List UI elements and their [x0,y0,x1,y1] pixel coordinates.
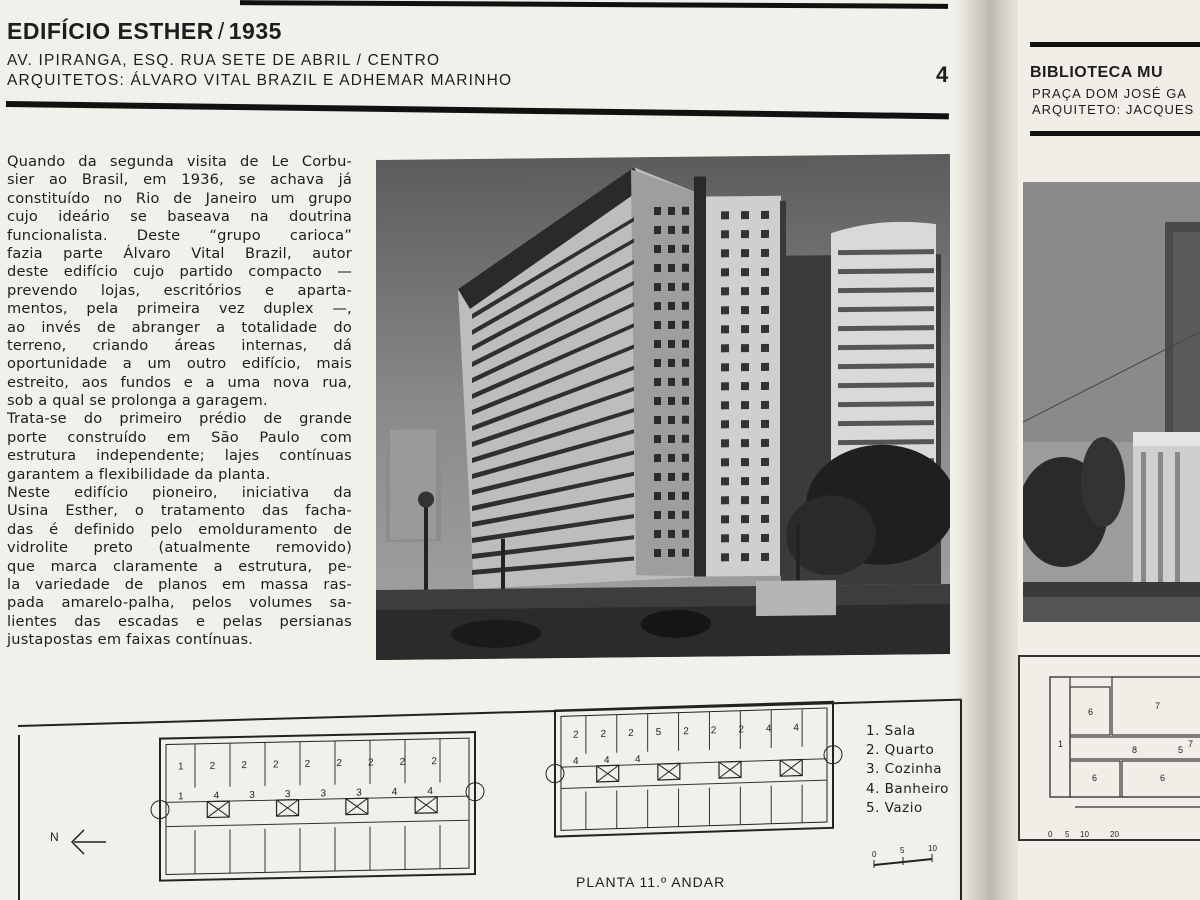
plan-room-number: 2 [573,729,579,741]
plan-room-number: 5 [655,726,662,739]
building-name: EDIFÍCIO ESTHER [7,18,214,44]
body-text-line: Trata-se do primeiro prédio de grande [7,410,352,428]
body-text-line: que marca claramente a estrutura, pe- [7,557,352,575]
plan-room-number: 4 [793,722,800,734]
library-scale-label: 10 [1080,830,1089,839]
plan-room-number: 2 [209,760,216,772]
body-text-line: garantem a flexibilidade da planta. [7,465,271,483]
body-text-line: Quando da segunda visita de Le Corbu- [7,153,352,170]
library-plan-drawing [1020,657,1200,839]
body-text-line: la variedade de planos em massa ras- [7,575,352,593]
scale-bar [874,854,932,868]
floor-plan-typical [151,732,484,881]
plan-room-number: 4 [427,785,433,798]
scale-label: 5 [900,846,905,855]
body-text-line: das é definido pelo emolduramento de [7,520,352,538]
address-line: AV. IPIRANGA, ESQ. RUA SETE DE ABRIL / CENTRO [7,52,441,69]
body-text-line: ao invés de abranger a totalidade do [7,318,352,336]
north-arrow-icon [72,830,106,854]
library-photo [1023,182,1200,622]
body-text-line: porte construído em São Paulo com [7,428,352,446]
floor-plan-11th-floor [546,702,842,837]
right-header-rule [1030,131,1200,136]
body-text-line: vidrolite preto (atualmente removido) [7,539,352,557]
right-location-line: PRAÇA DOM JOSÉ GA [1032,86,1187,101]
plan-room-number: 4 [573,755,579,768]
library-plan-number: 6 [1088,707,1094,717]
plan-room-number: 4 [635,754,641,766]
right-top-rule [1030,42,1200,47]
right-architect-line: ARQUITETO: JACQUES [1032,102,1195,117]
north-label: N [50,830,59,844]
body-text-line: justapostas em faixas contínuas. [7,631,254,649]
body-text-line: estrutura independente; lajes contínuas [7,447,352,465]
title-separator: / [217,18,225,44]
plan-room-number: 2 [367,757,374,769]
plan-room-number: 2 [304,758,311,770]
plan-room-number: 2 [628,727,634,739]
plan-caption: PLANTA 11.º ANDAR [576,874,726,890]
library-plan-number: 7 [1188,739,1194,749]
body-text-line: cujo ideário se baseava na doutrina [7,208,352,226]
legend-item: 3. Cozinha [866,761,943,778]
body-text-line: funcionalista. Deste “grupo carioca” [7,226,352,244]
body-text-line: lientes das escadas e pelas persianas [7,612,352,630]
body-text-line: estreito, aos fundos e a uma nova rua, [7,373,352,391]
body-text-line: sob a qual se prolonga a garagem. [7,392,268,410]
body-text-line: mentos, pela primeira vez duplex —, [7,300,352,318]
body-text-line: pada amarelo-palha, pelos volumes sa- [7,594,352,612]
plan-room-number: 2 [399,756,406,768]
library-photo-illustration [1023,182,1200,622]
plan-room-number: 2 [431,756,437,768]
body-text-line: Usina Esther, o tratamento das facha- [7,502,352,520]
body-text-line: sier ao Brasil, em 1936, se achava já [7,171,352,189]
plan-room-number: 1 [177,791,184,803]
library-scale-label: 5 [1065,830,1070,839]
plan-room-number: 3 [356,787,362,799]
library-plan-number: 5 [1178,745,1184,755]
plan-legend [866,722,949,818]
plan-room-number: 4 [213,790,220,802]
legend-item: 2. Quarto [866,742,935,759]
plan-room-number: 3 [284,788,291,801]
library-plan-number: 1 [1058,739,1064,749]
library-plan-number: 6 [1092,773,1098,783]
plan-room-number: 3 [320,788,327,800]
plan-room-number: 4 [391,786,398,798]
plan-room-number: 2 [600,728,607,740]
plan-room-number: 4 [765,723,772,735]
plan-room-number: 2 [683,726,689,738]
plan-room-number: 2 [241,760,247,772]
library-plan-number: 6 [1160,773,1166,783]
plan-room-number: 2 [710,725,717,737]
plan-room-number: 1 [177,761,184,773]
page-number: 4 [936,62,949,87]
library-plan-number: 8 [1132,745,1138,755]
building-year: 1935 [228,18,282,44]
library-floor-plan [1018,655,1200,841]
plan-room-number: 2 [336,758,342,770]
library-plan-number: 7 [1155,701,1161,711]
body-text-line: deste edifício cujo partido compacto — [7,263,352,281]
legend-item: 4. Banheiro [866,780,949,797]
library-scale-label: 20 [1110,830,1119,839]
plan-room-number: 2 [273,759,279,771]
right-page-title: BIBLIOTECA MU [1030,64,1164,81]
body-text-line: constituído no Rio de Janeiro um grupo [7,189,352,207]
legend-item: 5. Vazio [866,799,923,816]
body-text-line: Neste edifício pioneiro, iniciativa da [7,484,352,502]
body-text-line: fazia parte Álvaro Vital Brazil, autor [7,244,352,262]
scale-label: 10 [928,844,937,853]
body-text-line: prevendo lojas, escritórios e aparta- [7,281,352,299]
plan-room-number: 4 [604,755,610,767]
plan-room-number: 3 [249,789,255,801]
architects-line: ARQUITETOS: ÁLVARO VITAL BRAZIL E ADHEMAR MARINHO [7,72,513,89]
plan-room-number: 2 [738,724,744,736]
body-text-line: terreno, criando áreas internas, dá [7,336,352,354]
body-text-line: oportunidade a um outro edifício, mais [7,355,352,373]
legend-item: 1. Sala [866,723,916,739]
scale-label: 0 [872,850,877,859]
library-scale-label: 0 [1048,830,1053,839]
